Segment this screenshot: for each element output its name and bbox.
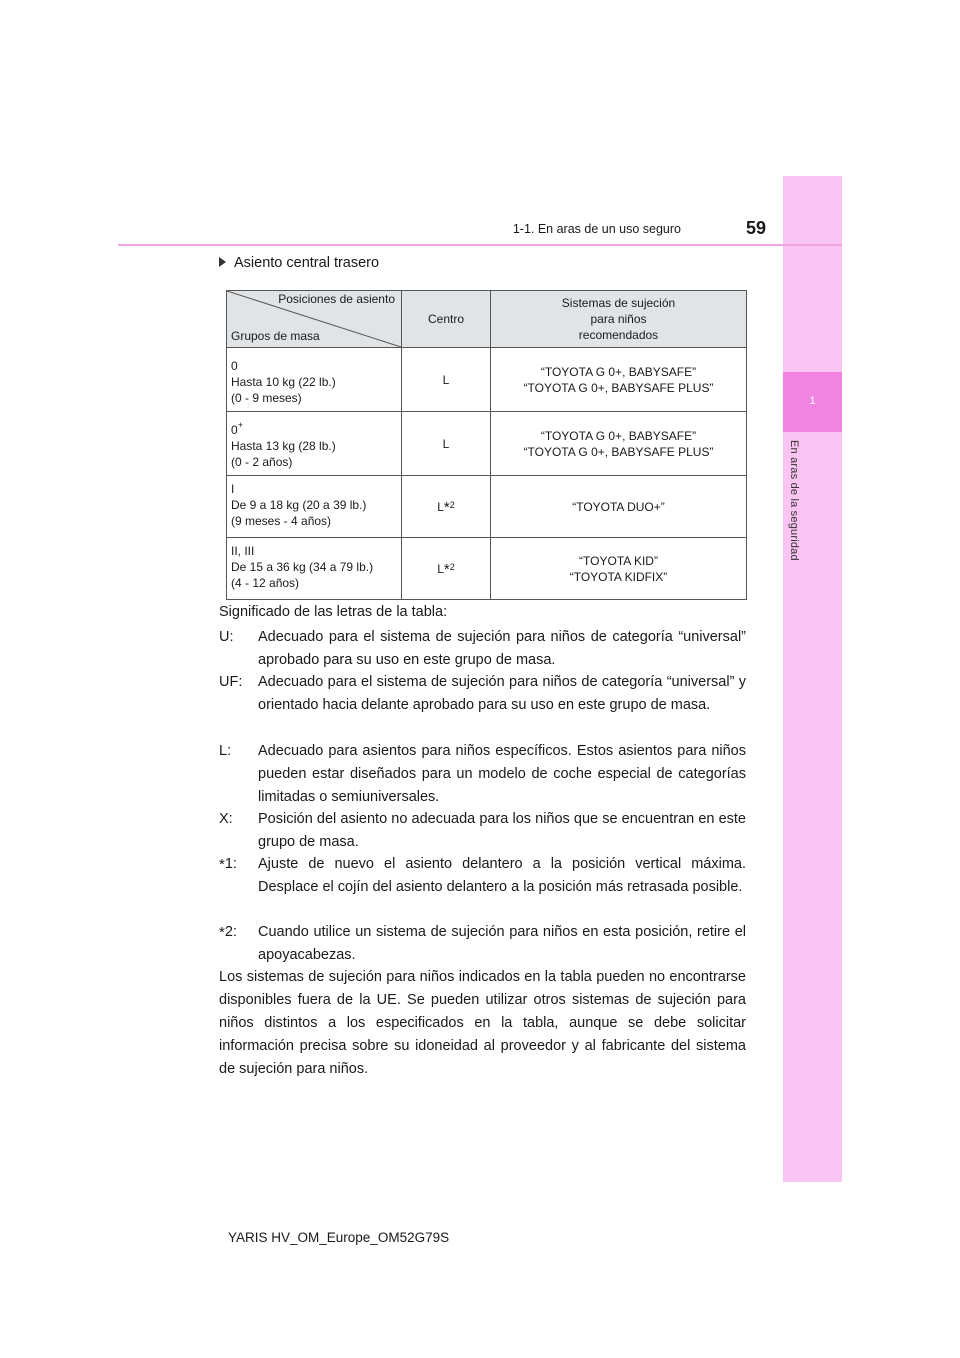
legend-key: UF: bbox=[219, 674, 243, 690]
header-mass-groups: Grupos de masa bbox=[231, 329, 320, 343]
triangle-bullet-icon bbox=[219, 257, 226, 267]
header-seat-positions: Posiciones de asiento bbox=[278, 292, 395, 306]
asterisk-icon: * bbox=[443, 499, 450, 516]
chapter-side-strip bbox=[783, 176, 842, 1182]
header-center: Centro bbox=[402, 291, 491, 348]
document-code: YARIS HV_OM_Europe_OM52G79S bbox=[228, 1230, 450, 1245]
legend-intro: Significado de las letras de la tabla: bbox=[219, 604, 448, 620]
group-cell bbox=[227, 538, 402, 600]
systems-cell bbox=[491, 476, 747, 538]
table-row bbox=[227, 348, 747, 412]
system-name: “TOYOTA G 0+, BABYSAFE PLUS” bbox=[523, 380, 714, 395]
child-seat-table bbox=[226, 290, 747, 600]
legend-item-u bbox=[219, 626, 746, 672]
legend-key: U: bbox=[219, 629, 234, 645]
chapter-title-vertical: En aras de la seguridad bbox=[788, 440, 800, 561]
subsection-title: Asiento central trasero bbox=[234, 255, 380, 271]
group-cell bbox=[227, 412, 402, 476]
systems-cell bbox=[491, 538, 747, 600]
group-label: I bbox=[231, 482, 235, 496]
group-weight: Hasta 10 kg (22 lb.) bbox=[231, 375, 336, 389]
legend-item-uf bbox=[219, 671, 746, 717]
system-name: “TOYOTA G 0+, BABYSAFE PLUS” bbox=[523, 444, 714, 459]
legend-item-x bbox=[219, 808, 746, 854]
legend-text: Posición del asiento no adecuada para los niños que se encuentran en este grupo de masa. bbox=[258, 811, 746, 850]
legend-key: X: bbox=[219, 811, 233, 827]
legend-text: Ajuste de nuevo el asiento delantero a la posición vertical máxima. Desplace el cojín del asiento delantero a la posición más retrasada posible. bbox=[258, 856, 746, 895]
legend-text: Adecuado para asientos para niños específicos. Estos asientos para niños pueden estar diseñados para un modelo de coche especial de categorías limitadas o semiuniversales. bbox=[258, 743, 746, 805]
group-label: 0 bbox=[231, 359, 238, 373]
systems-cell bbox=[491, 348, 747, 412]
center-cell: L*$^2$ bbox=[402, 538, 491, 600]
group-label: 0+ bbox=[231, 420, 243, 437]
group-age: (4 - 12 años) bbox=[231, 576, 300, 590]
header-rule bbox=[118, 244, 842, 246]
system-name: “TOYOTA KID” bbox=[579, 553, 658, 568]
legend-text: Cuando utilice un sistema de sujeción para niños en esta posición, retire el apoyacabezas. bbox=[258, 924, 746, 963]
group-label: II, III bbox=[231, 544, 255, 558]
asterisk-icon: * bbox=[219, 924, 225, 941]
group-cell bbox=[227, 348, 402, 412]
page-number: 59 bbox=[746, 218, 767, 238]
legend-key: *1: bbox=[219, 856, 237, 873]
table-header-row bbox=[227, 291, 747, 348]
table-row bbox=[227, 538, 747, 600]
group-weight: Hasta 13 kg (28 lb.) bbox=[231, 439, 336, 453]
legend-item-note-1 bbox=[219, 853, 746, 899]
system-name: “TOYOTA G 0+, BABYSAFE” bbox=[540, 428, 697, 443]
section-title: 1-1. En aras de un uso seguro bbox=[512, 222, 681, 236]
footnote-ref: 2 bbox=[449, 562, 455, 572]
asterisk-icon: * bbox=[219, 856, 225, 873]
chapter-number-tab: 1 bbox=[783, 372, 842, 432]
legend-key: L: bbox=[219, 743, 232, 759]
legend-item-note-2 bbox=[219, 921, 746, 967]
system-name: “TOYOTA DUO+” bbox=[572, 499, 665, 514]
asterisk-icon: * bbox=[443, 561, 450, 578]
closing-paragraph: Los sistemas de sujeción para niños indicados en la tabla pueden no encontrarse disponibles fuera de la UE. Se pueden utilizar otros sistemas de sujeción para niños distintos a los especificados en la tabla, aunque se debe solicitar información precisa sobre su idoneidad al proveedor y al fabricante del sistema de sujeción para niños. bbox=[219, 969, 746, 1077]
legend-text: Adecuado para el sistema de sujeción para niños de categoría “universal” y orientado hacia delante aprobado para su uso en este grupo de masa. bbox=[258, 674, 746, 713]
group-age: (9 meses - 4 años) bbox=[231, 514, 332, 528]
legend-key: *2: bbox=[219, 924, 237, 941]
group-weight: De 9 a 18 kg (20 a 39 lb.) bbox=[231, 498, 367, 512]
center-cell: L bbox=[402, 348, 491, 412]
system-name: “TOYOTA KIDFIX” bbox=[569, 569, 668, 584]
center-cell: L bbox=[402, 412, 491, 476]
group-weight: De 15 a 36 kg (34 a 79 lb.) bbox=[231, 560, 374, 574]
center-cell: L*$^2$ bbox=[402, 476, 491, 538]
legend-item-l bbox=[219, 740, 746, 809]
legend-text: Adecuado para el sistema de sujeción para niños de categoría “universal” aprobado para su uso en este grupo de masa. bbox=[258, 629, 746, 668]
footnote-ref: 2 bbox=[449, 500, 455, 510]
table-row bbox=[227, 412, 747, 476]
systems-cell bbox=[491, 412, 747, 476]
diagonal-header-cell bbox=[227, 291, 402, 348]
system-name: “TOYOTA G 0+, BABYSAFE” bbox=[540, 364, 697, 379]
group-age: (0 - 9 meses) bbox=[231, 391, 302, 405]
table-row bbox=[227, 476, 747, 538]
group-cell bbox=[227, 476, 402, 538]
subsection-heading bbox=[219, 255, 379, 271]
group-age: (0 - 2 años) bbox=[231, 455, 293, 469]
header-systems: Sistemas de sujeción para niños recomendados bbox=[491, 291, 747, 348]
